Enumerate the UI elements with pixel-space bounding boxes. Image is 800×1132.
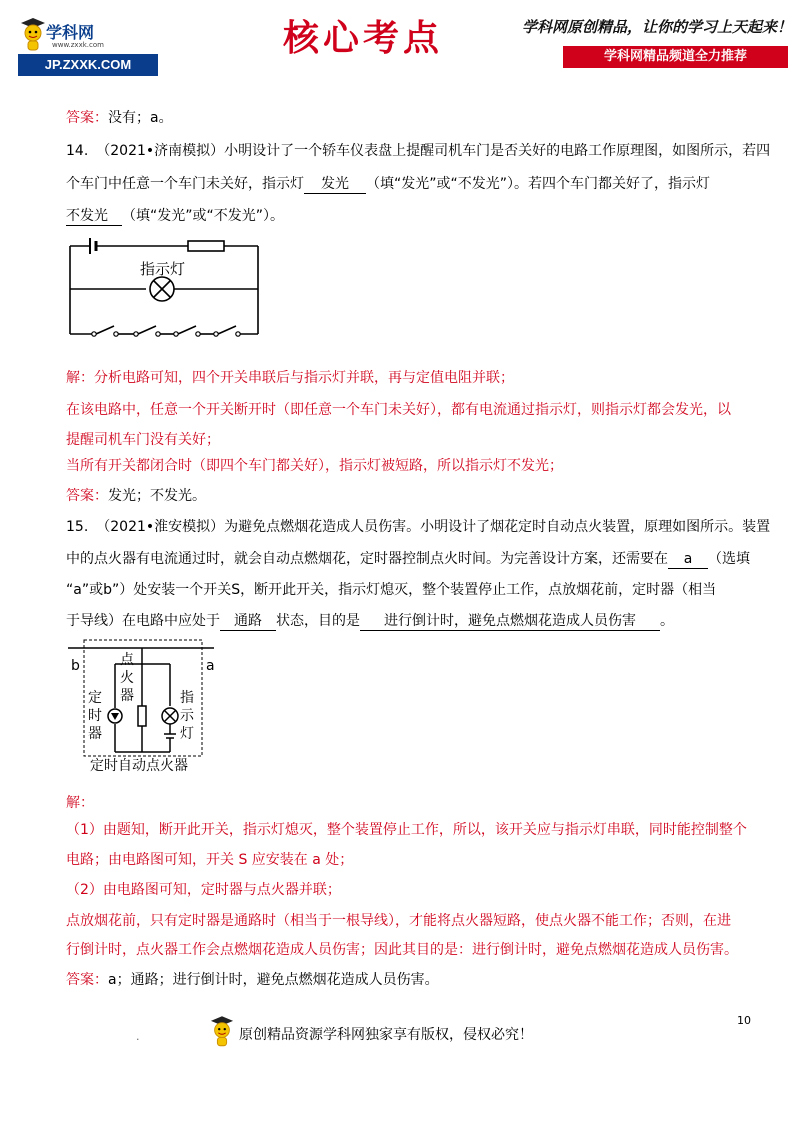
q15-label-b: b (71, 658, 80, 674)
logo-name: 学科网 (46, 23, 95, 42)
svg-text:火: 火 (120, 670, 134, 686)
q15-figure-caption: 定时自动点火器 (90, 758, 188, 774)
q15-solution-6: 行倒计时，点火器工作会点燃烟花造成人员伤害；因此其目的是：进行倒计时，避免点燃烟花造成人员伤害。 (66, 942, 738, 958)
footer-mascot-icon (210, 1014, 234, 1048)
q14-answer: 答案：发光；不发光。 (66, 488, 206, 504)
q14-figure-label: 指示灯 (140, 260, 186, 278)
q15-solution-4: （2）由电路图可知，定时器与点火器并联； (66, 882, 341, 898)
svg-text:器: 器 (88, 726, 102, 742)
q15-blank3: 进行倒计时，避免点燃烟花造成人员伤害 (360, 613, 660, 631)
q15-line4: 于导线）在电路中应处于 通路 状态，目的是 进行倒计时，避免点燃烟花造成人员伤害 。 (66, 613, 674, 629)
q15-solution-3: 电路；由电路图可知，开关 S 应安装在 a 处； (66, 852, 354, 868)
q15-number: 15. (66, 519, 89, 535)
q15-line1: 15. （2021•淮安模拟）为避免点燃烟花造成人员伤害。小明设计了烟花定时自动点火装置，原理如图所示。装置 (66, 519, 771, 535)
q14-solution-1: 解：分析电路可知，四个开关串联后与指示灯并联，再与定值电阻并联； (66, 370, 514, 386)
footer-dot: . (136, 1030, 140, 1043)
svg-text:示: 示 (180, 708, 194, 724)
header-title: 核心考点 (283, 17, 444, 59)
prev-answer (66, 108, 173, 128)
answer-label: 答案： (66, 110, 108, 126)
svg-text:点: 点 (120, 652, 134, 668)
header-banner: 学科网精品频道全力推荐 (563, 46, 788, 68)
q14-blank1: 发光 (304, 176, 366, 194)
zxxk-logo[interactable] (18, 14, 158, 78)
svg-text:时: 时 (88, 708, 102, 724)
footer-copyright: 原创精品资源学科网独家享有版权，侵权必究！ (239, 1027, 533, 1043)
q14-solution-4: 当所有开关都闭合时（即四个车门都关好），指示灯被短路，所以指示灯不发光； (66, 458, 563, 474)
q15-blank2: 通路 (220, 613, 276, 631)
q14-number: 14. (66, 143, 89, 159)
q15-line2: 中的点火器有电流通过时，就会自动点燃烟花，定时器控制点火时间。为完善设计方案，还需要在 a （选填 (66, 551, 750, 567)
q14-line2: 个车门中任意一个车门未关好，指示灯 发光 （填“发光”或“不发光”）。若四个车门都关好了，指示灯 (66, 176, 711, 192)
q15-line3: “a”或b”）处安装一个开关S，断开此开关，指示灯熄灭，整个装置停止工作，点放烟花前，定时器（相当 (66, 582, 717, 598)
svg-text:定: 定 (88, 690, 102, 706)
q15-circuit-diagram (66, 636, 216, 776)
q15-solution-1: 解： (66, 795, 94, 811)
q15-label-a: a (206, 658, 215, 674)
q14-blank2: 不发光 (66, 208, 122, 226)
page-number: 10 (737, 1014, 751, 1027)
q15-solution-2: （1）由题知，断开此开关，指示灯熄灭，整个装置停止工作，所以，该开关应与指示灯串联，同时能控制整个 (66, 822, 747, 838)
q14-solution-2: 在该电路中，任意一个开关断开时（即任意一个车门未关好），都有电流通过指示灯，则指示灯都会发光，以 (66, 402, 731, 418)
logo-url: JP.ZXXK.COM (18, 54, 158, 76)
q14-circuit-diagram (66, 232, 266, 342)
logo-url-small: www.zxxk.com (52, 41, 104, 49)
svg-text:灯: 灯 (180, 726, 194, 742)
q15-answer: 答案：a；通路；进行倒计时，避免点燃烟花造成人员伤害。 (66, 972, 439, 988)
q14-line3: 不发光 （填“发光”或“不发光”）。 (66, 208, 285, 224)
answer-text: 没有；a。 (108, 110, 173, 126)
q15-blank1: a (668, 551, 708, 569)
mascot-icon (20, 16, 46, 52)
svg-text:器: 器 (120, 688, 134, 704)
header-slogan: 学科网原创精品，让你的学习上天起来！ (522, 18, 793, 36)
q14-line1: 14. （2021•济南模拟）小明设计了一个轿车仪表盘上提醒司机车门是否关好的电路工作原理图，如图所示，若四 (66, 143, 771, 159)
svg-text:指: 指 (180, 690, 194, 706)
q14-solution-3: 提醒司机车门没有关好； (66, 432, 220, 448)
q15-solution-5: 点放烟花前，只有定时器是通路时（相当于一根导线），才能将点火器短路，使点火器不能工作；否则，在进 (66, 913, 731, 929)
